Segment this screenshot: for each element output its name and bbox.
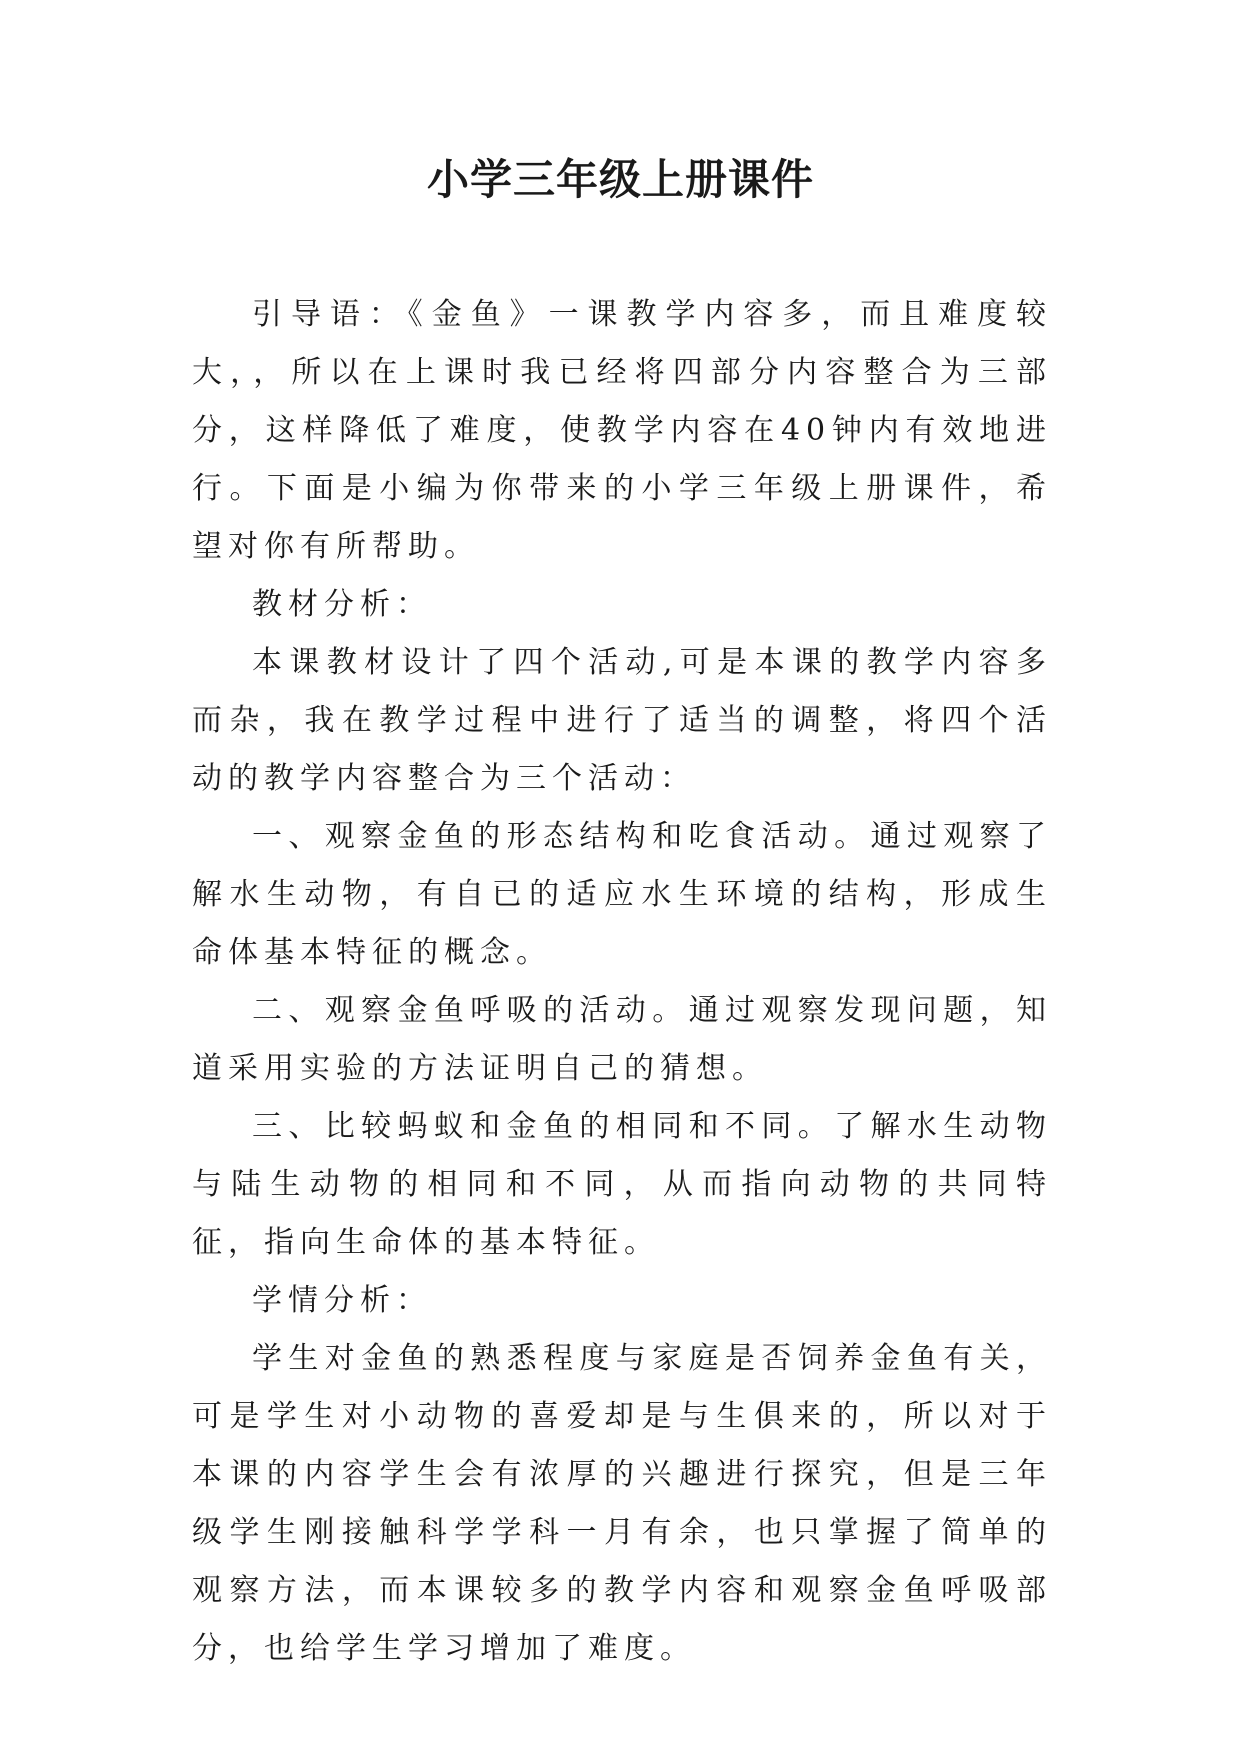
paragraph-textbook-design: 本课教材设计了四个活动,可是本课的教学内容多而杂，我在教学过程中进行了适当的调整，将四个活动的教学内容整合为三个活动：	[192, 645, 1052, 796]
paragraph-activity-three: 三、比较蚂蚁和金鱼的相同和不同。了解水生动物与陆生动物的相同和不同，从而指向动物的共同特征，指向生命体的基本特征。	[192, 1109, 1052, 1260]
heading-student-analysis: 学情分析：	[252, 1283, 432, 1318]
paragraph-activity-one: 一、观察金鱼的形态结构和吃食活动。通过观察了解水生动物，有自已的适应水生环境的结构，形成生命体基本特征的概念。	[192, 819, 1052, 970]
paragraph-activity-two: 二、观察金鱼呼吸的活动。通过观察发现问题，知道采用实验的方法证明自己的猜想。	[192, 993, 1052, 1086]
document-body	[192, 286, 1052, 1678]
paragraph-student-analysis: 学生对金鱼的熟悉程度与家庭是否饲养金鱼有关，可是学生对小动物的喜爱却是与生俱来的，所以对于本课的内容学生会有浓厚的兴趣进行探究，但是三年级学生刚接触科学学科一月有余，也只掌握了简单的观察方法，而本课较多的教学内容和观察金鱼呼吸部分，也给学生学习增加了难度。	[192, 1341, 1052, 1666]
paragraph-intro: 引导语：《金鱼》一课教学内容多，而且难度较大，，所以在上课时我已经将四部分内容整合为三部分，这样降低了难度，使教学内容在40钟内有效地进行。下面是小编为你带来的小学三年级上册课件，希望对你有所帮助。	[192, 297, 1052, 564]
heading-textbook-analysis: 教材分析：	[252, 587, 432, 622]
document-title: 小学三年级上册课件	[426, 155, 814, 204]
